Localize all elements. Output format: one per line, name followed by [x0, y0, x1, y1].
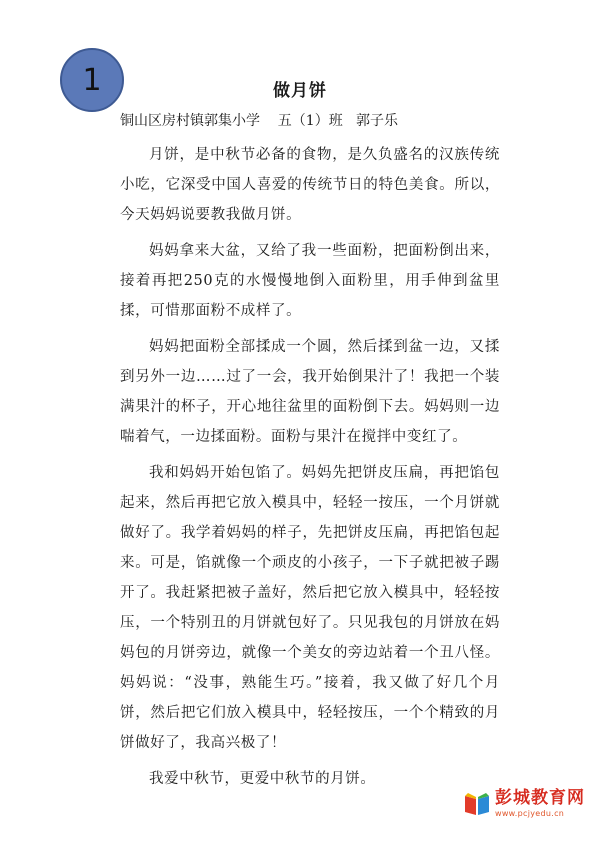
paragraph: 妈妈拿来大盆，又给了我一些面粉，把面粉倒出来，接着再把250克的水慢慢地倒入面粉里，用手伸到盆里揉，可惜那面粉不成样了。 [120, 243, 500, 319]
paragraph: 妈妈把面粉全部揉成一个圆，然后揉到盆一边，又揉到另外一边……过了一会，我开始倒果汁了！我把一个装满果汁的杯子，开心地往盆里的面粉倒下去。妈妈则一边喘着气，一边揉面粉。面粉与果汁在搅拌中变红了。 [120, 339, 500, 445]
site-url: www.pcjyedu.cn [495, 809, 565, 818]
site-watermark-logo [462, 788, 585, 818]
paragraph: 月饼，是中秋节必备的食物，是久负盛名的汉族传统小吃，它深受中国人喜爱的传统节日的特色美食。所以，今天妈妈说要教我做月饼。 [120, 147, 500, 223]
book-logo-icon [462, 788, 492, 818]
page-number: 1 [82, 62, 102, 98]
site-name: 彭城教育网 [495, 788, 585, 808]
essay-title: 做月饼 [273, 81, 327, 101]
author-byline: 铜山区房村镇郭集小学 五（1）班 郭子乐 [120, 113, 399, 129]
paragraph: 我和妈妈开始包馅了。妈妈先把饼皮压扁，再把馅包起来，然后再把它放入模具中，轻轻一按压，一个月饼就做好了。我学着妈妈的样子，先把饼皮压扁，再把馅包起来。可是，馅就像一个顽皮的小孩子，一下子就把被子踢开了。我赶紧把被子盖好，然后把它放入模具中，轻轻按压，一个特别丑的月饼就包好了。只见我包的月饼放在妈妈包的月饼旁边，就像一个美女的旁边站着一个丑八怪。妈妈说：“没事，熟能生巧。”接着，我又做了好几个月饼，然后把它们放入模具中，轻轻按压，一个个精致的月饼做好了，我高兴极了！ [120, 465, 500, 751]
essay-body [120, 140, 500, 800]
paragraph: 我爱中秋节，更爱中秋节的月饼。 [149, 771, 376, 787]
